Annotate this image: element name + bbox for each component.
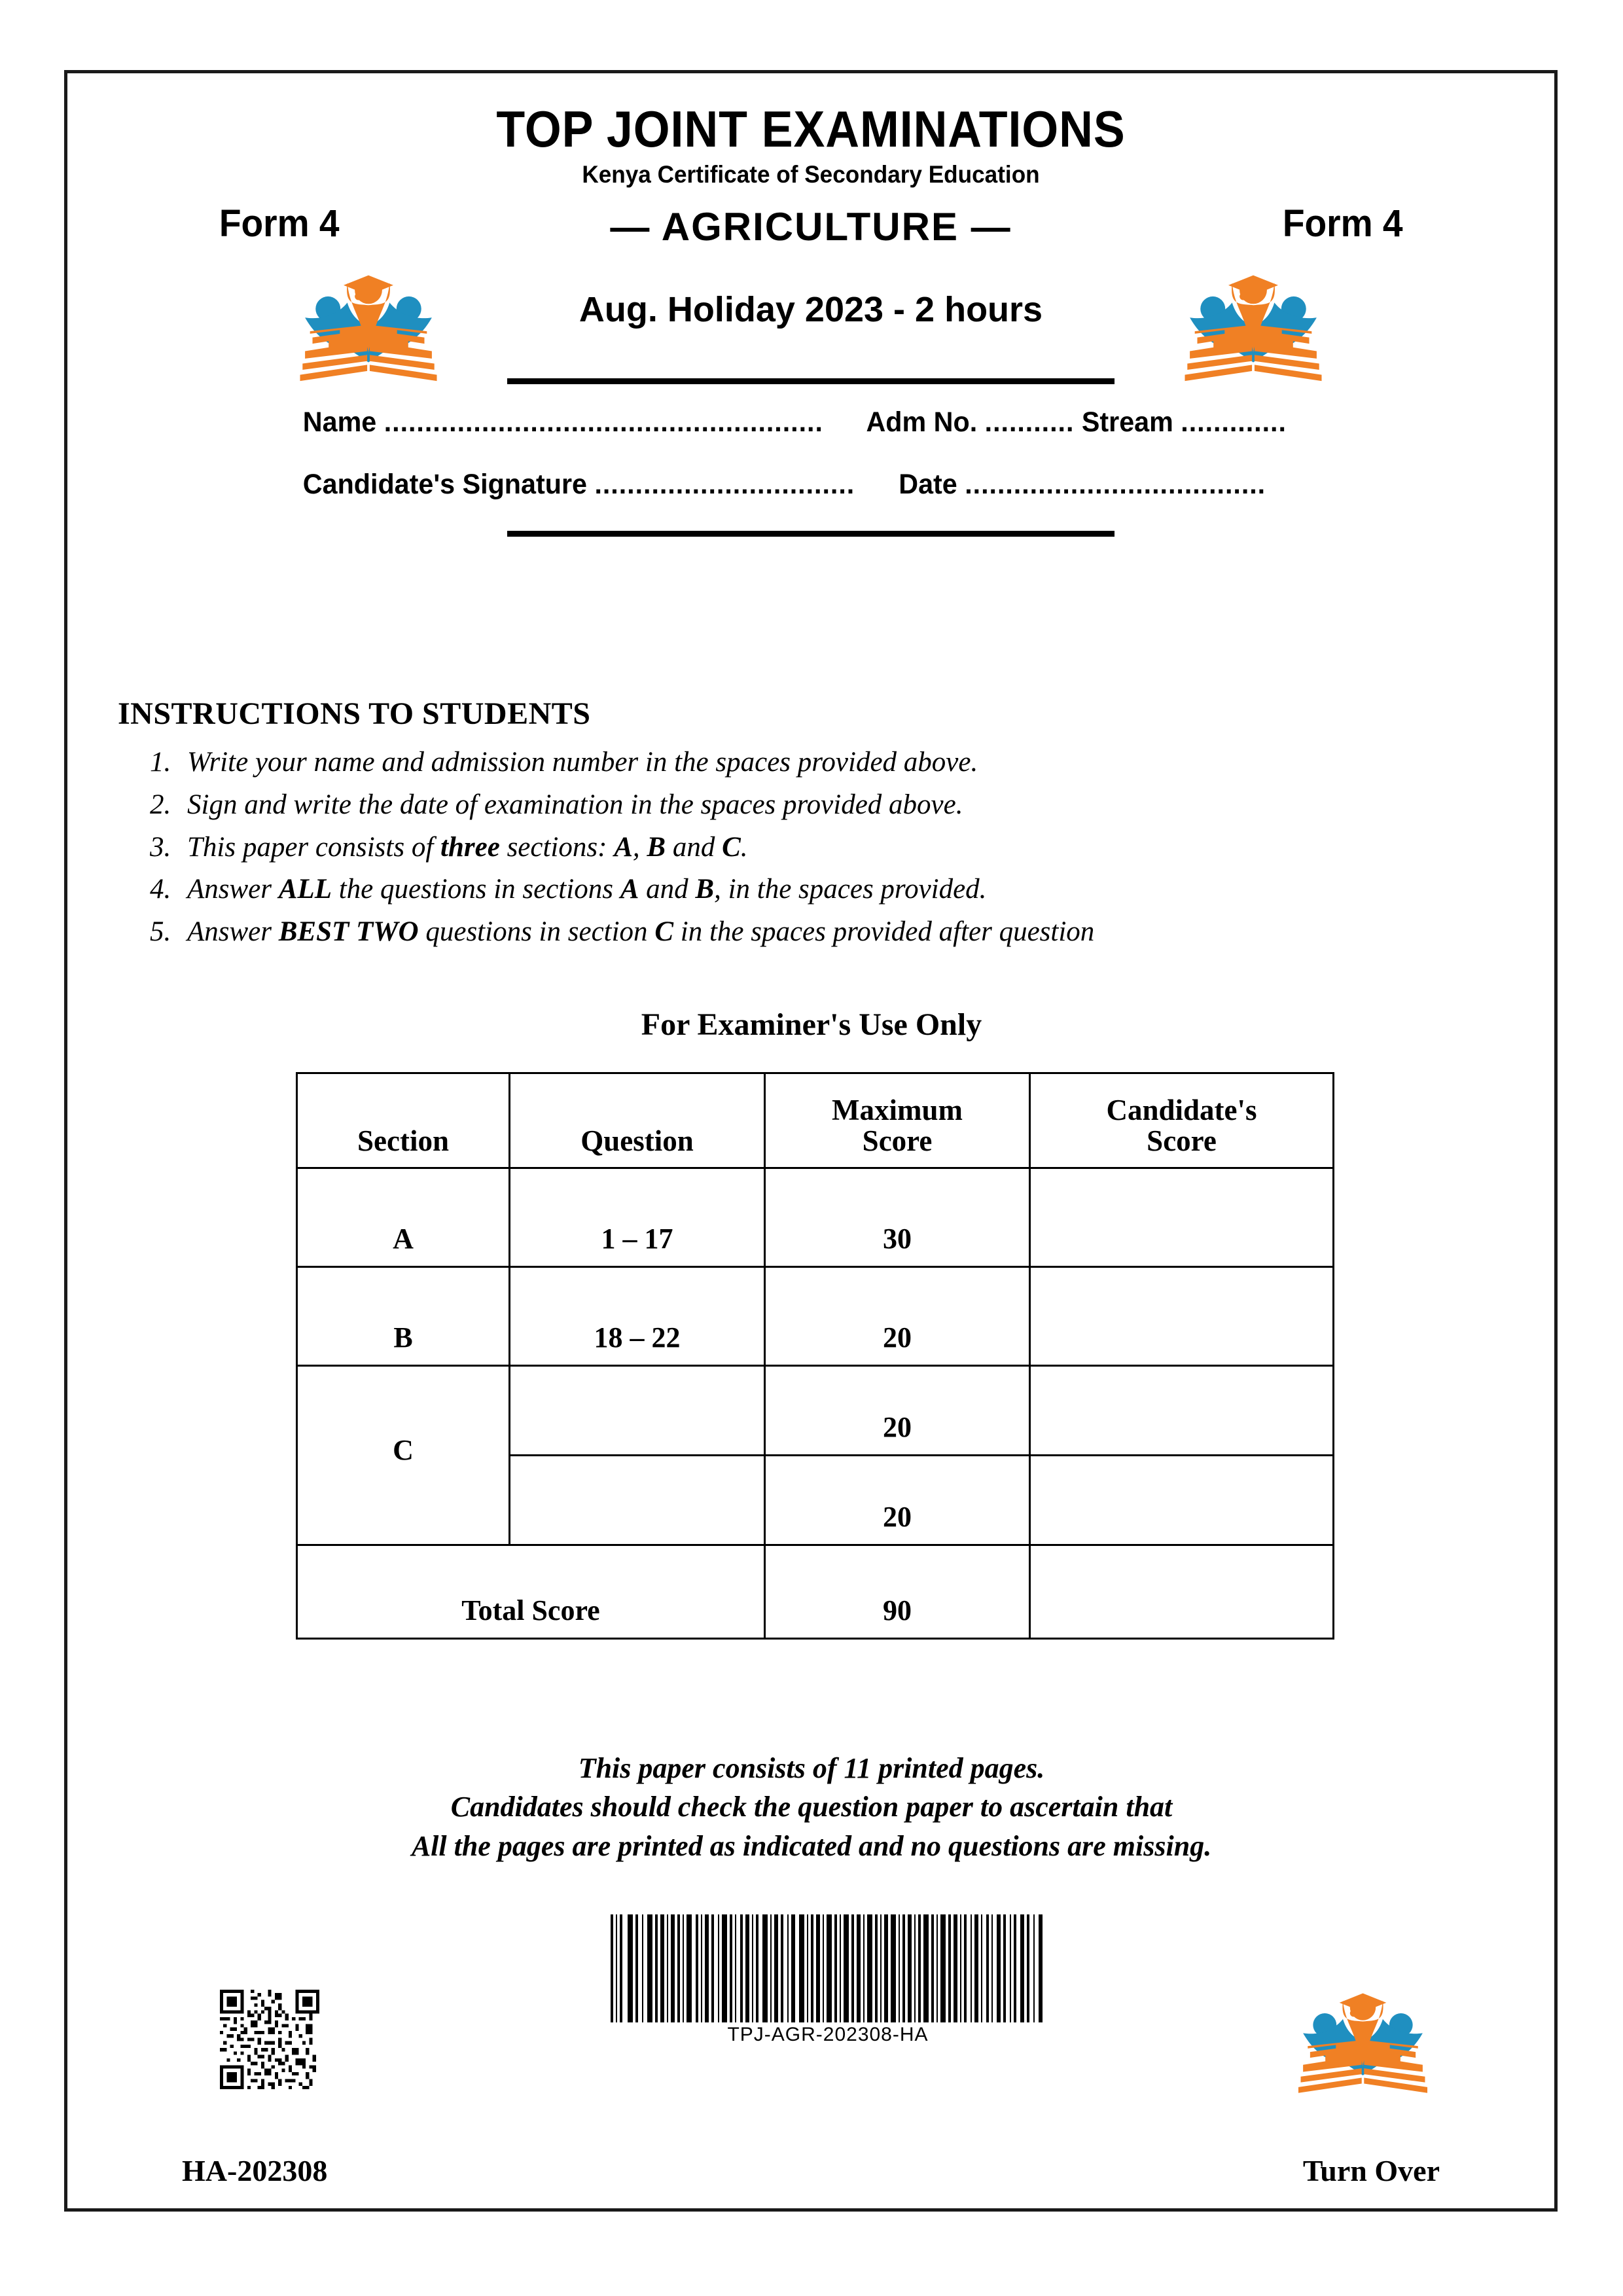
qr-code-icon	[220, 1990, 319, 2089]
table-row	[297, 1168, 1334, 1267]
header-line: Candidate's	[1106, 1093, 1257, 1126]
signature-label: Candidate's Signature	[302, 468, 587, 500]
column-header-candidate-score	[1030, 1073, 1334, 1168]
instruction-text: Answer ALL the questions in sections A and B, in the spaces provided.	[187, 874, 987, 905]
candidate-signature-row	[303, 469, 1385, 501]
name-label: Name	[302, 406, 377, 438]
stream-label: Stream	[1081, 406, 1173, 438]
header-divider-top	[507, 378, 1115, 384]
date-label: Date	[899, 468, 957, 500]
instruction-text: Sign and write the date of examination in the spaces provided above.	[187, 789, 963, 820]
header-line: Score	[1147, 1124, 1217, 1157]
instructions-heading: INSTRUCTIONS TO STUDENTS	[118, 696, 591, 731]
table-header-row	[297, 1073, 1334, 1168]
cell-question[interactable]	[510, 1366, 765, 1456]
instruction-item	[178, 869, 1505, 910]
instruction-item	[178, 785, 1505, 826]
candidate-name-row	[303, 406, 1385, 439]
signature-input-line[interactable]: ................................	[594, 468, 855, 500]
instruction-item	[178, 912, 1505, 953]
cell-max-score: 20	[765, 1366, 1030, 1456]
page-footer	[64, 2153, 1558, 2188]
adm-no-input-line[interactable]: ...........	[984, 406, 1075, 438]
school-crest-icon-right	[1178, 258, 1329, 382]
column-header-maximum-score	[765, 1073, 1030, 1168]
instruction-item	[178, 742, 1505, 783]
page-title: TOP JOINT EXAMINATIONS	[496, 100, 1126, 158]
cell-max-score: 20	[765, 1267, 1030, 1366]
header-line: Section	[357, 1124, 449, 1157]
total-max-score: 90	[765, 1545, 1030, 1639]
barcode-label: TPJ-AGR-202308-HA	[727, 2024, 929, 2045]
instruction-item	[178, 827, 1505, 869]
cell-question: 1 – 17	[510, 1168, 765, 1267]
note-line-3: All the pages are printed as indicated and no questions are missing.	[411, 1829, 1212, 1862]
candidate-fields	[64, 406, 1498, 501]
table-row	[297, 1366, 1334, 1456]
cell-candidate-score[interactable]	[1030, 1168, 1334, 1267]
form-level-right: Form 4	[1282, 202, 1403, 245]
cell-section: A	[297, 1168, 510, 1267]
instruction-text: Write your name and admission number in the spaces provided above.	[187, 747, 978, 778]
note-line-2: Candidates should check the question paper to ascertain that	[450, 1791, 1173, 1823]
turn-over-label: Turn Over	[1302, 2154, 1440, 2187]
cell-max-score: 20	[765, 1456, 1030, 1545]
header-line: Question	[580, 1124, 694, 1157]
stream-input-line[interactable]: .............	[1181, 406, 1287, 438]
date-input-line[interactable]: .....................................	[965, 468, 1266, 500]
examiner-table-heading: For Examiner's Use Only	[641, 1007, 982, 1042]
page-count-note	[0, 1749, 1623, 1865]
table-total-row	[297, 1545, 1334, 1639]
note-line-1: This paper consists of 11 printed pages.	[578, 1752, 1045, 1784]
header-divider-bottom	[507, 531, 1115, 537]
table-row	[297, 1267, 1334, 1366]
column-header-section	[297, 1073, 510, 1168]
cell-candidate-score[interactable]	[1030, 1366, 1334, 1456]
barcode-block	[605, 1914, 1050, 2046]
instructions-section	[118, 696, 1505, 954]
header-band	[64, 192, 1558, 363]
cell-question[interactable]	[510, 1456, 765, 1545]
adm-no-label: Adm No.	[866, 406, 978, 438]
school-crest-icon-left	[293, 258, 444, 382]
cell-candidate-score[interactable]	[1030, 1267, 1334, 1366]
examiner-score-table	[296, 1072, 1334, 1640]
header-line: Score	[862, 1124, 933, 1157]
column-header-question	[510, 1073, 765, 1168]
instruction-text: This paper consists of three sections: A, B and C.	[187, 831, 748, 863]
total-candidate-score[interactable]	[1030, 1545, 1334, 1639]
exam-subtitle: Kenya Certificate of Secondary Education	[582, 160, 1040, 188]
subject-title: — AGRICULTURE —	[610, 204, 1012, 249]
name-input-line[interactable]: ......................................................	[383, 406, 823, 438]
cell-candidate-score[interactable]	[1030, 1456, 1334, 1545]
cell-question: 18 – 22	[510, 1267, 765, 1366]
form-level-left: Form 4	[219, 202, 340, 245]
header-line: Maximum	[832, 1093, 963, 1126]
exam-header	[64, 92, 1558, 537]
cell-section: C	[297, 1366, 510, 1545]
instruction-text: Answer BEST TWO questions in section C in the spaces provided after question	[187, 916, 1095, 948]
instructions-list	[118, 742, 1505, 953]
session-duration: Aug. Holiday 2023 - 2 hours	[579, 289, 1043, 329]
paper-code: HA-202308	[182, 2154, 328, 2187]
total-score-label: Total Score	[297, 1545, 765, 1639]
barcode-icon	[605, 1914, 1050, 2022]
cell-section: B	[297, 1267, 510, 1366]
cell-max-score: 30	[765, 1168, 1030, 1267]
school-crest-icon-footer	[1293, 1977, 1433, 2094]
